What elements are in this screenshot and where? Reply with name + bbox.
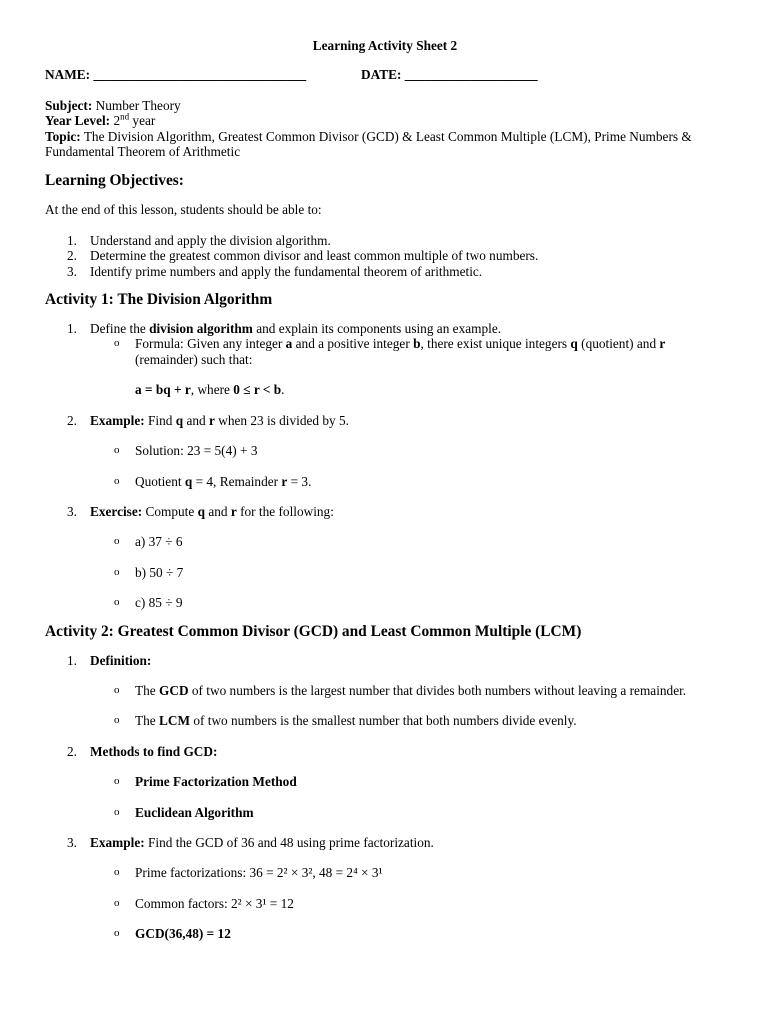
text: Common factors: 2² × 3¹ = 12 [135, 895, 294, 911]
text: The [135, 713, 159, 729]
text: a) 37 ÷ 6 [135, 534, 183, 550]
gcd-result-bullet: o GCD(36,48) = 12 [114, 926, 231, 942]
list-item: 2. Example: Find q and r when 23 is divided by 5. [67, 412, 349, 428]
activity2-heading: Activity 2: Greatest Common Divisor (GCD) and Least Common Multiple (LCM) [45, 622, 582, 640]
list-item: 1. Definition: [67, 652, 152, 668]
text-bold: LCM [159, 713, 191, 729]
exercise-bullet: o a) 37 ÷ 6 [114, 534, 183, 550]
text: Find [144, 412, 176, 428]
text-bold: q [570, 336, 578, 352]
text: b) 50 ÷ 7 [135, 564, 184, 580]
year-line [45, 113, 725, 128]
activity1-list [45, 321, 725, 610]
name-blank[interactable]: ________________________________ [93, 67, 307, 83]
text: when 23 is divided by 5. [214, 412, 349, 428]
exercise-label: Exercise: [90, 503, 143, 519]
text-bold: Prime Factorization Method [135, 774, 297, 790]
text: and a positive integer [292, 336, 414, 352]
objective-text: Identify prime numbers and apply the fundamental theorem of arithmetic. [90, 263, 483, 279]
date-field [361, 67, 538, 82]
topic-line [45, 129, 725, 160]
equation-condition: 0 ≤ r < b [233, 382, 282, 398]
year-number: 2 [113, 113, 121, 129]
text: (remainder) such that: [135, 351, 253, 367]
text: = 4, Remainder [192, 473, 282, 489]
year-label: Year Level: [45, 113, 111, 129]
text-bold: Euclidean Algorithm [135, 804, 254, 820]
name-label: NAME: [45, 67, 91, 83]
activity1-heading: Activity 1: The Division Algorithm [45, 291, 273, 309]
text-bold: b [413, 336, 421, 352]
document-page [45, 38, 725, 942]
text-bold: r [230, 503, 237, 519]
list-item: 3. Example: Find the GCD of 36 and 48 using prime factorization. [67, 834, 434, 850]
year-ordinal: nd [120, 111, 130, 122]
text: . [281, 382, 285, 398]
quotient-bullet: o Quotient q = 4, Remainder r = 3. [114, 473, 312, 489]
prime-factorization-bullet: o Prime factorizations: 36 = 2² × 3², 48 = 2⁴ × 3¹ [114, 865, 383, 881]
text-bold: GCD(36,48) = 12 [135, 926, 231, 942]
text-bold: q [197, 503, 205, 519]
text-bold: r [659, 336, 666, 352]
text-bold: a [285, 336, 293, 352]
text: and [183, 412, 209, 428]
text: Prime factorizations: 36 = 2² × 3², 48 = 2⁴ × 3¹ [135, 865, 383, 881]
text: for the following: [236, 503, 334, 519]
common-factors-bullet: o Common factors: 2² × 3¹ = 12 [114, 895, 294, 911]
subject-line [45, 98, 725, 113]
method-bullet: o Euclidean Algorithm [114, 804, 254, 820]
methods-label: Methods to find GCD: [90, 743, 218, 759]
text: of two numbers is the largest number that divides both numbers without leaving a remainder. [188, 682, 687, 698]
text: Define the [90, 321, 150, 337]
topic-value: The Division Algorithm, Greatest Common Divisor (GCD) & Least Common Multiple (LCM), Prime Numbers & Fundamental Theorem of Arithmetic [45, 128, 692, 160]
text: c) 85 ÷ 9 [135, 595, 183, 611]
text: , there exist unique integers [420, 336, 571, 352]
text-bold: r [208, 412, 215, 428]
text: Solution: 23 = 5(4) + 3 [135, 443, 258, 459]
document-title: Learning Activity Sheet 2 [312, 38, 458, 53]
text: of two numbers is the smallest number that both numbers divide evenly. [190, 713, 577, 729]
text: The [135, 682, 159, 698]
example-label: Example: [90, 834, 145, 850]
definition-label: Definition: [90, 652, 152, 668]
text: Quotient [135, 473, 185, 489]
lcm-definition-bullet: o The LCM of two numbers is the smallest number that both numbers divide evenly. [114, 713, 577, 729]
year-word: year [132, 113, 156, 129]
text-bold: q [184, 473, 193, 489]
text: = 3. [287, 473, 312, 489]
list-item: 1. Define the division algorithm and explain its components using an example. [67, 321, 502, 337]
text: Compute [142, 503, 198, 519]
method-bullet: o Prime Factorization Method [114, 774, 297, 790]
meta-block [45, 98, 725, 160]
list-item: 1. Understand and apply the division algorithm. [67, 232, 331, 248]
date-blank[interactable]: ____________________ [404, 67, 538, 83]
objective-text: Understand and apply the division algorithm. [90, 232, 331, 248]
text-bold: division algorithm [149, 321, 253, 337]
activity2-list [45, 653, 725, 942]
date-label: DATE: [361, 67, 402, 83]
text: , where [190, 382, 234, 398]
text-bold: q [175, 412, 184, 428]
gcd-definition-bullet: o The GCD of two numbers is the largest number that divides both numbers without leaving a remainder. [114, 682, 687, 698]
subject-label: Subject: [45, 97, 93, 113]
objectives-intro: At the end of this lesson, students should be able to: [45, 202, 322, 218]
objective-text: Determine the greatest common divisor and least common multiple of two numbers. [90, 248, 539, 264]
formula-bullet: o Formula: Given any integer a and a positive integer b, there exist unique integers q (quotient) and r (remainder) such that: [114, 336, 666, 367]
text: Formula: Given any integer [135, 336, 286, 352]
list-item: 2. Methods to find GCD: [67, 743, 218, 759]
text: and [205, 503, 231, 519]
equation-bold: a = bq + r [135, 382, 191, 398]
name-date-row [45, 67, 725, 82]
text-bold: r [281, 473, 288, 489]
text: (quotient) and [577, 336, 660, 352]
subject-value: Number Theory [95, 97, 181, 113]
exercise-bullet: o b) 50 ÷ 7 [114, 564, 184, 580]
list-item: 3. Exercise: Compute q and r for the following: [67, 503, 334, 519]
equation [45, 382, 725, 397]
list-item: 2. Determine the greatest common divisor and least common multiple of two numbers. [67, 248, 539, 264]
objectives-list [45, 233, 725, 279]
solution-bullet: o Solution: 23 = 5(4) + 3 [114, 443, 258, 459]
list-item: 3. Identify prime numbers and apply the fundamental theorem of arithmetic. [67, 263, 483, 279]
text-bold: GCD [159, 682, 189, 698]
topic-label: Topic: [45, 128, 81, 144]
example-label: Example: [90, 412, 145, 428]
text: and explain its components using an example. [252, 321, 502, 337]
objectives-heading: Learning Objectives: [45, 172, 184, 190]
text: Find the GCD of 36 and 48 using prime factorization. [144, 834, 434, 850]
exercise-bullet: o c) 85 ÷ 9 [114, 595, 183, 611]
